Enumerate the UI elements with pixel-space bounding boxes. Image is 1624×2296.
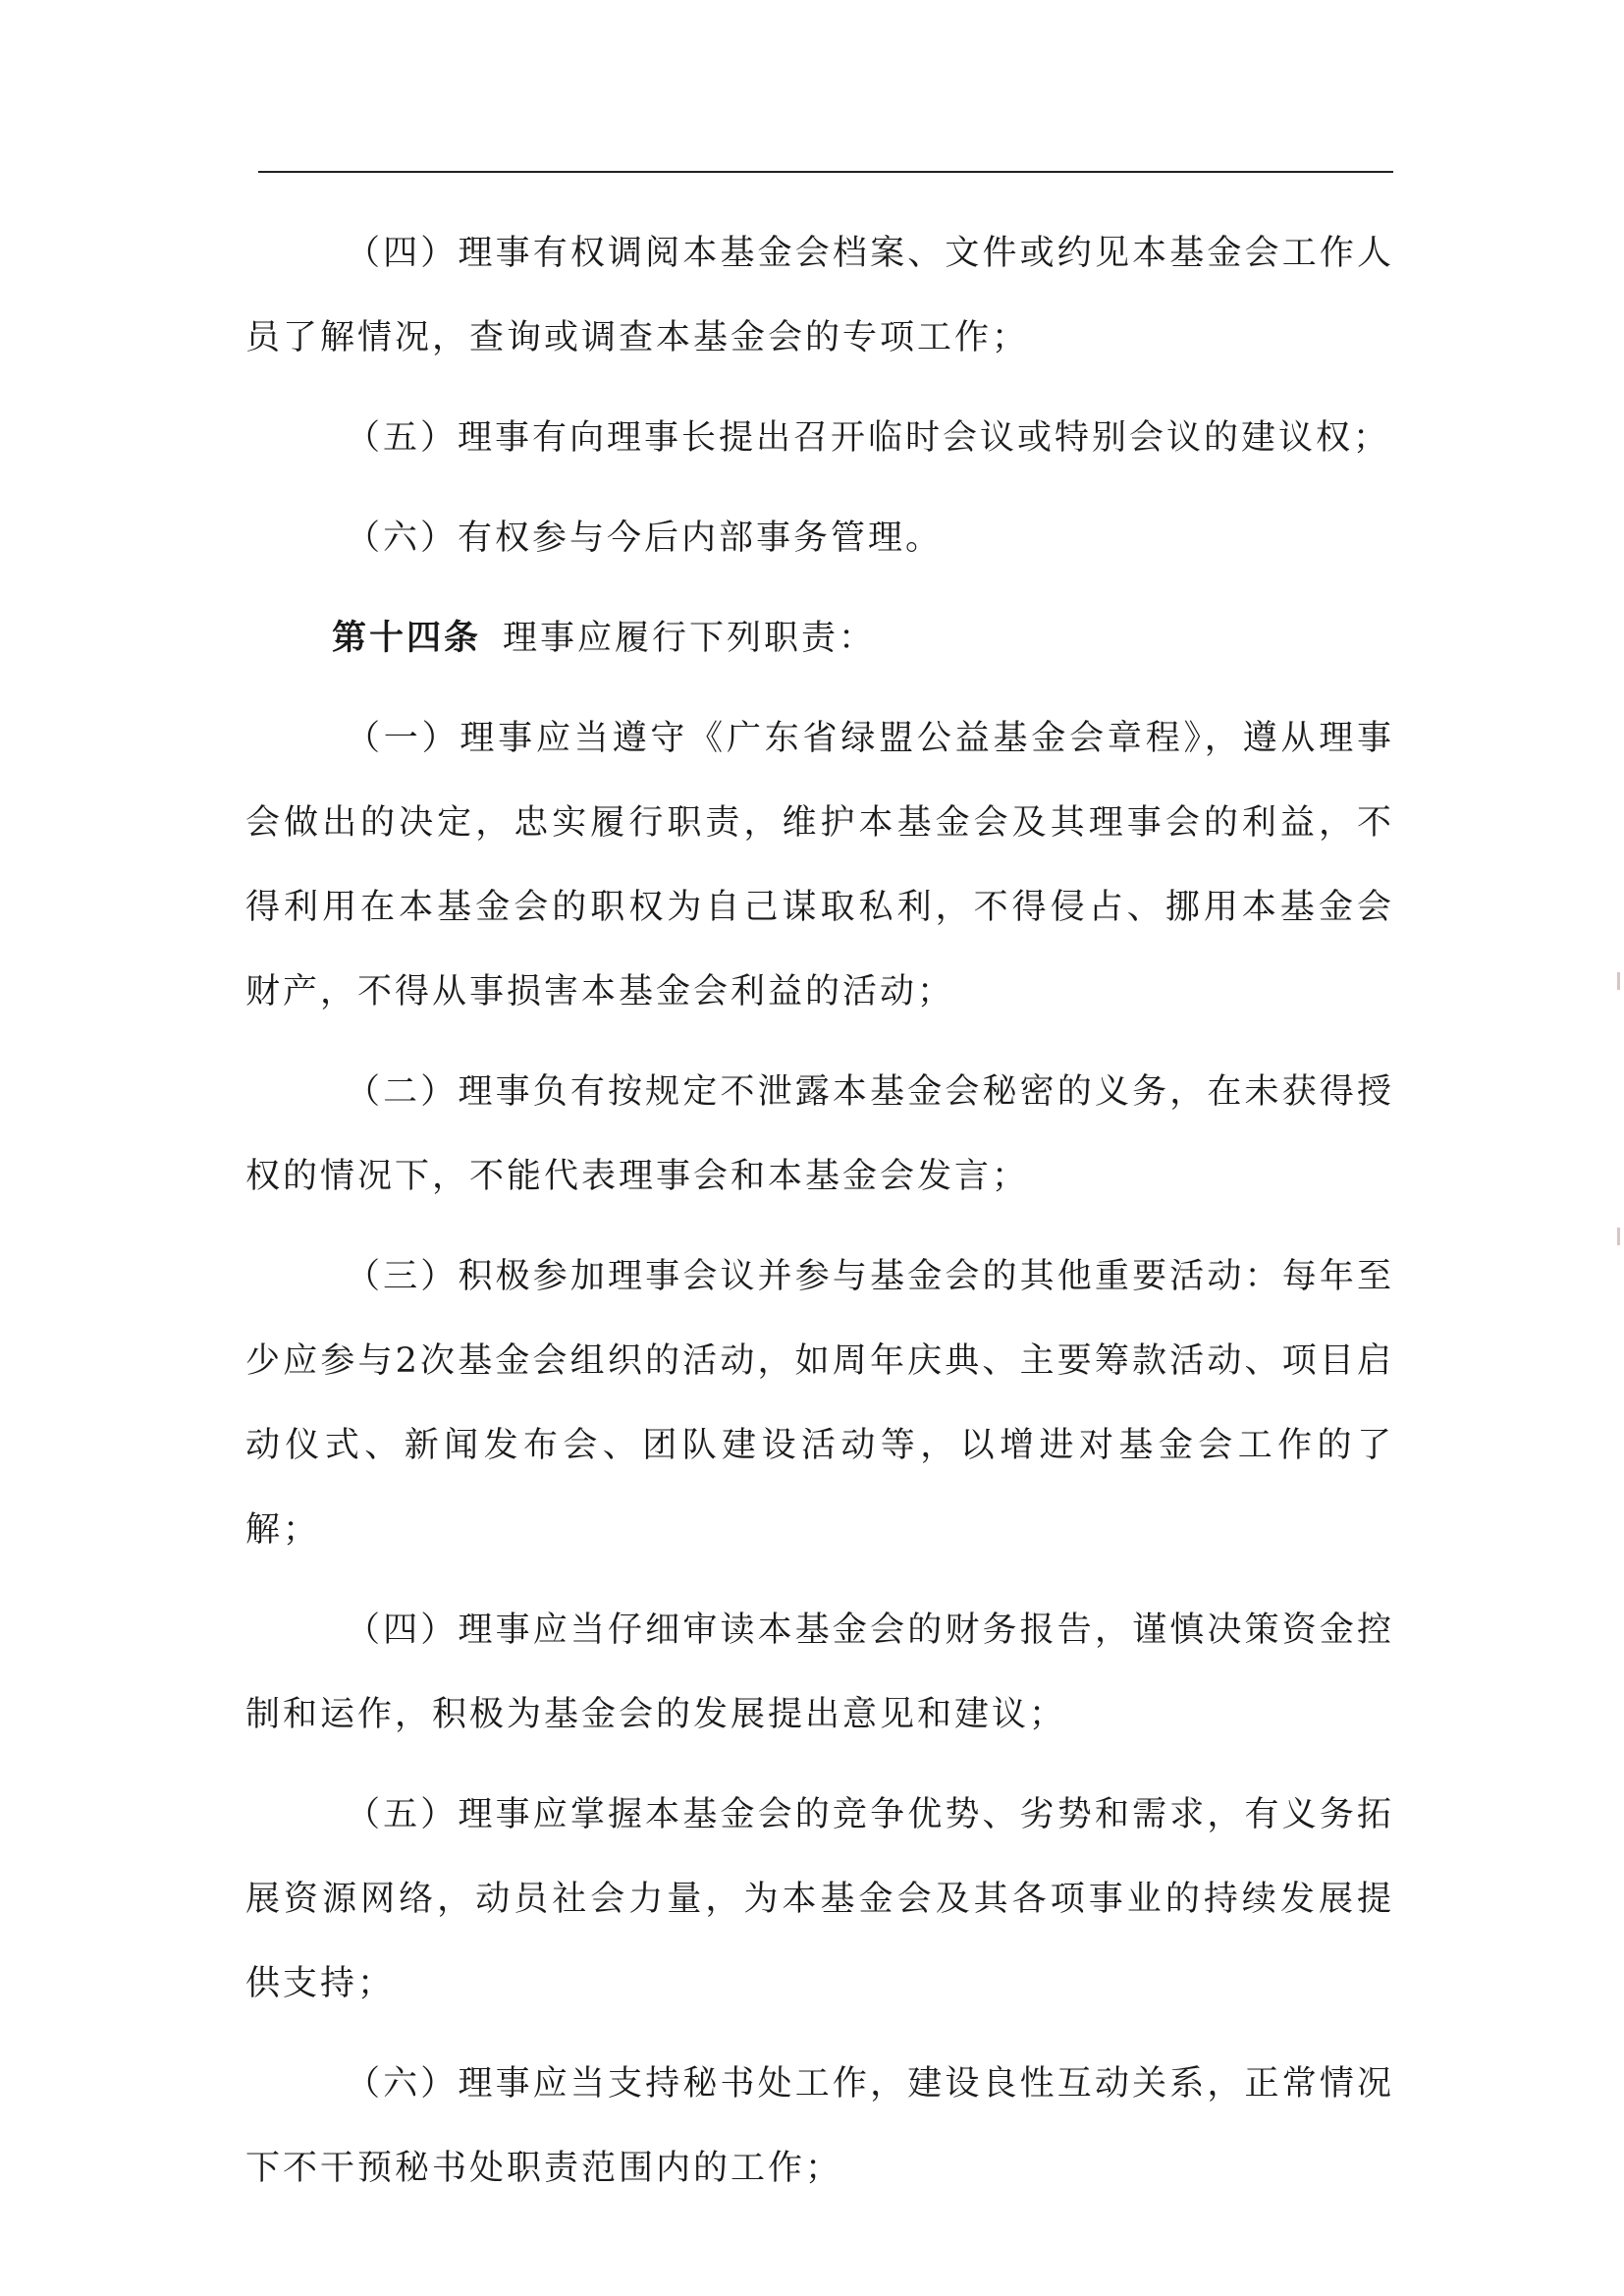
clause-paragraph: （二）理事负有按规定不泄露本基金会秘密的义务，在未获得授权的情况下，不能代表理事会和本基金会发言； [245,1072,1394,1196]
clause-paragraph: （六）理事应当支持秘书处工作，建设良性互动关系，正常情况下不干预秘书处职责范围内的工作； [245,2064,1394,2188]
clause-paragraph: （三）积极参加理事会议并参与基金会的其他重要活动：每年至少应参与2次基金会组织的活动，如周年庆典、主要筹款活动、项目启动仪式、新闻发布会、团队建设活动等，以增进对基金会工作的了解； [245,1257,1394,1550]
document-body [245,211,1394,2226]
clause-paragraph: （四）理事有权调阅本基金会档案、文件或约见本基金会工作人员了解情况，查询或调查本基金会的专项工作； [245,234,1394,357]
article-heading [245,596,1394,681]
clause-paragraph: （五）理事有向理事长提出召开临时会议或特别会议的建议权； [346,418,1391,458]
clause-paragraph: （四）理事应当仔细审读本基金会的财务报告，谨慎决策资金控制和运作，积极为基金会的发展提出意见和建议； [245,1611,1394,1734]
article-number: 第十四条 [332,618,482,658]
clause-paragraph: （一）理事应当遵守《广东省绿盟公益基金会章程》，遵从理事会做出的决定，忠实履行职责，维护本基金会及其理事会的利益，不得利用在本基金会的职权为自己谋取私利，不得侵占、挪用本基金会财产，不得从事损害本基金会利益的活动； [245,719,1394,1011]
article-title: 理事应履行下列职责： [503,619,877,658]
scan-edge-mark [1617,1228,1620,1245]
header-rule [258,171,1393,173]
clause-paragraph: （六）有权参与今后内部事务管理。 [346,519,944,558]
scan-edge-mark [1617,972,1620,990]
clause-paragraph: （五）理事应掌握本基金会的竞争优势、劣势和需求，有义务拓展资源网络，动员社会力量，为本基金会及其各项事业的持续发展提供支持； [245,1795,1394,2003]
